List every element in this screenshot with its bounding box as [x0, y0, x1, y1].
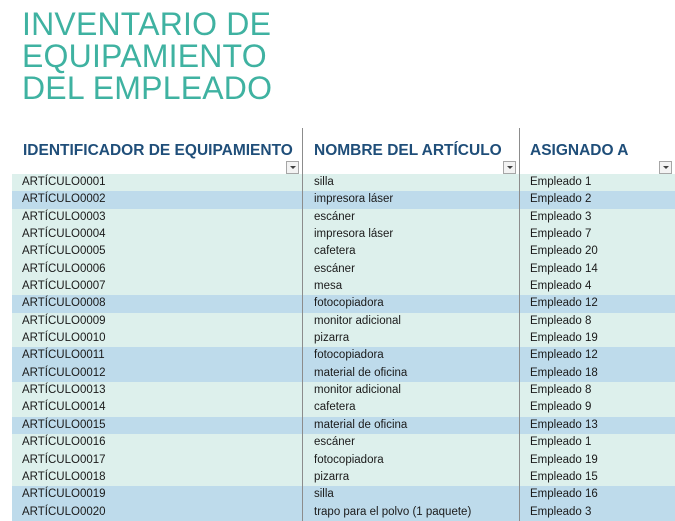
cell-assigned-to[interactable]: Empleado 1 — [519, 174, 675, 191]
cell-equipment-id[interactable]: ARTÍCULO0013 — [22, 384, 106, 397]
cell-item-name[interactable]: silla — [302, 486, 519, 503]
cell-assigned-to[interactable]: Empleado 2 — [519, 191, 675, 208]
column-header-id — [12, 128, 302, 174]
title-line: DEL EMPLEADO — [22, 70, 273, 106]
column-header-assigned — [519, 128, 675, 174]
cell-equipment-id[interactable]: ARTÍCULO0017 — [22, 453, 106, 466]
cell-equipment-id[interactable]: ARTÍCULO0015 — [22, 418, 106, 431]
cell-item-name[interactable]: escáner — [302, 261, 519, 278]
cell-assigned-to[interactable]: Empleado 9 — [519, 399, 675, 416]
cell-item-name[interactable]: fotocopiadora — [302, 452, 519, 469]
cell-item-name[interactable]: mesa — [302, 278, 519, 295]
table-row[interactable] — [12, 382, 675, 399]
cell-item-name[interactable]: impresora láser — [302, 226, 519, 243]
cell-assigned-to[interactable]: Empleado 8 — [519, 382, 675, 399]
cell-equipment-id[interactable]: ARTÍCULO0012 — [22, 366, 106, 379]
table-row[interactable] — [12, 330, 675, 347]
cell-item-name[interactable]: monitor adicional — [302, 382, 519, 399]
cell-equipment-id[interactable]: ARTÍCULO0002 — [22, 193, 106, 206]
cell-equipment-id[interactable]: ARTÍCULO0005 — [22, 245, 106, 258]
cell-assigned-to[interactable]: Empleado 4 — [519, 278, 675, 295]
cell-equipment-id[interactable]: ARTÍCULO0018 — [22, 470, 106, 483]
cell-assigned-to[interactable]: Empleado 15 — [519, 469, 675, 486]
filter-dropdown-icon[interactable] — [503, 161, 516, 174]
title-line: EQUIPAMIENTO — [22, 38, 267, 74]
table-row[interactable] — [12, 313, 675, 330]
cell-equipment-id[interactable]: ARTÍCULO0014 — [22, 401, 106, 414]
cell-item-name[interactable]: impresora láser — [302, 191, 519, 208]
cell-assigned-to[interactable]: Empleado 7 — [519, 226, 675, 243]
table-row[interactable] — [12, 243, 675, 260]
cell-equipment-id[interactable]: ARTÍCULO0020 — [22, 505, 106, 518]
cell-item-name[interactable]: monitor adicional — [302, 313, 519, 330]
cell-assigned-to[interactable]: Empleado 12 — [519, 295, 675, 312]
cell-assigned-to[interactable]: Empleado 8 — [519, 313, 675, 330]
filter-dropdown-icon[interactable] — [286, 161, 299, 174]
table-row[interactable] — [12, 278, 675, 295]
table-row[interactable] — [12, 261, 675, 278]
cell-equipment-id[interactable]: ARTÍCULO0010 — [22, 332, 106, 345]
cell-assigned-to[interactable]: Empleado 19 — [519, 452, 675, 469]
column-header-label: NOMBRE DEL ARTÍCULO — [314, 142, 502, 159]
cell-assigned-to[interactable]: Empleado 3 — [519, 504, 675, 521]
cell-equipment-id[interactable]: ARTÍCULO0003 — [22, 210, 106, 223]
table-row[interactable] — [12, 469, 675, 486]
table-row[interactable] — [12, 365, 675, 382]
cell-item-name[interactable]: escáner — [302, 209, 519, 226]
cell-assigned-to[interactable]: Empleado 16 — [519, 486, 675, 503]
inventory-table — [12, 128, 675, 521]
page-title — [22, 8, 272, 104]
cell-equipment-id[interactable]: ARTÍCULO0011 — [22, 349, 105, 362]
cell-equipment-id[interactable]: ARTÍCULO0019 — [22, 488, 106, 501]
cell-item-name[interactable]: cafetera — [302, 243, 519, 260]
cell-assigned-to[interactable]: Empleado 3 — [519, 209, 675, 226]
cell-item-name[interactable]: cafetera — [302, 399, 519, 416]
cell-assigned-to[interactable]: Empleado 19 — [519, 330, 675, 347]
cell-item-name[interactable]: trapo para el polvo (1 paquete) — [302, 504, 519, 521]
column-header-item — [302, 128, 519, 174]
cell-item-name[interactable]: fotocopiadora — [302, 295, 519, 312]
cell-equipment-id[interactable]: ARTÍCULO0001 — [22, 176, 106, 188]
table-row[interactable] — [12, 209, 675, 226]
table-row[interactable] — [12, 434, 675, 451]
cell-item-name[interactable]: silla — [302, 174, 519, 191]
cell-item-name[interactable]: pizarra — [302, 330, 519, 347]
cell-item-name[interactable]: material de oficina — [302, 417, 519, 434]
cell-equipment-id[interactable]: ARTÍCULO0008 — [22, 297, 106, 310]
table-body — [12, 174, 675, 521]
table-row[interactable] — [12, 226, 675, 243]
cell-equipment-id[interactable]: ARTÍCULO0009 — [22, 314, 106, 327]
title-line: INVENTARIO DE — [22, 6, 272, 42]
table-row[interactable] — [12, 295, 675, 312]
cell-item-name[interactable]: escáner — [302, 434, 519, 451]
filter-dropdown-icon[interactable] — [659, 161, 672, 174]
table-row[interactable] — [12, 174, 675, 191]
table-row[interactable] — [12, 347, 675, 364]
table-row[interactable] — [12, 452, 675, 469]
cell-assigned-to[interactable]: Empleado 13 — [519, 417, 675, 434]
cell-item-name[interactable]: fotocopiadora — [302, 347, 519, 364]
cell-item-name[interactable]: material de oficina — [302, 365, 519, 382]
column-header-label: IDENTIFICADOR DE EQUIPAMIENTO — [23, 142, 293, 159]
cell-equipment-id[interactable]: ARTÍCULO0004 — [22, 228, 106, 241]
table-row[interactable] — [12, 399, 675, 416]
cell-equipment-id[interactable]: ARTÍCULO0007 — [22, 280, 106, 293]
cell-assigned-to[interactable]: Empleado 1 — [519, 434, 675, 451]
column-header-label: ASIGNADO A — [530, 142, 629, 159]
table-header — [12, 128, 675, 174]
cell-equipment-id[interactable]: ARTÍCULO0016 — [22, 436, 106, 449]
cell-equipment-id[interactable]: ARTÍCULO0006 — [22, 262, 106, 275]
cell-assigned-to[interactable]: Empleado 20 — [519, 243, 675, 260]
table-row[interactable] — [12, 417, 675, 434]
table-row[interactable] — [12, 191, 675, 208]
table-row[interactable] — [12, 504, 675, 521]
cell-assigned-to[interactable]: Empleado 12 — [519, 347, 675, 364]
table-row[interactable] — [12, 486, 675, 503]
cell-assigned-to[interactable]: Empleado 14 — [519, 261, 675, 278]
cell-assigned-to[interactable]: Empleado 18 — [519, 365, 675, 382]
cell-item-name[interactable]: pizarra — [302, 469, 519, 486]
